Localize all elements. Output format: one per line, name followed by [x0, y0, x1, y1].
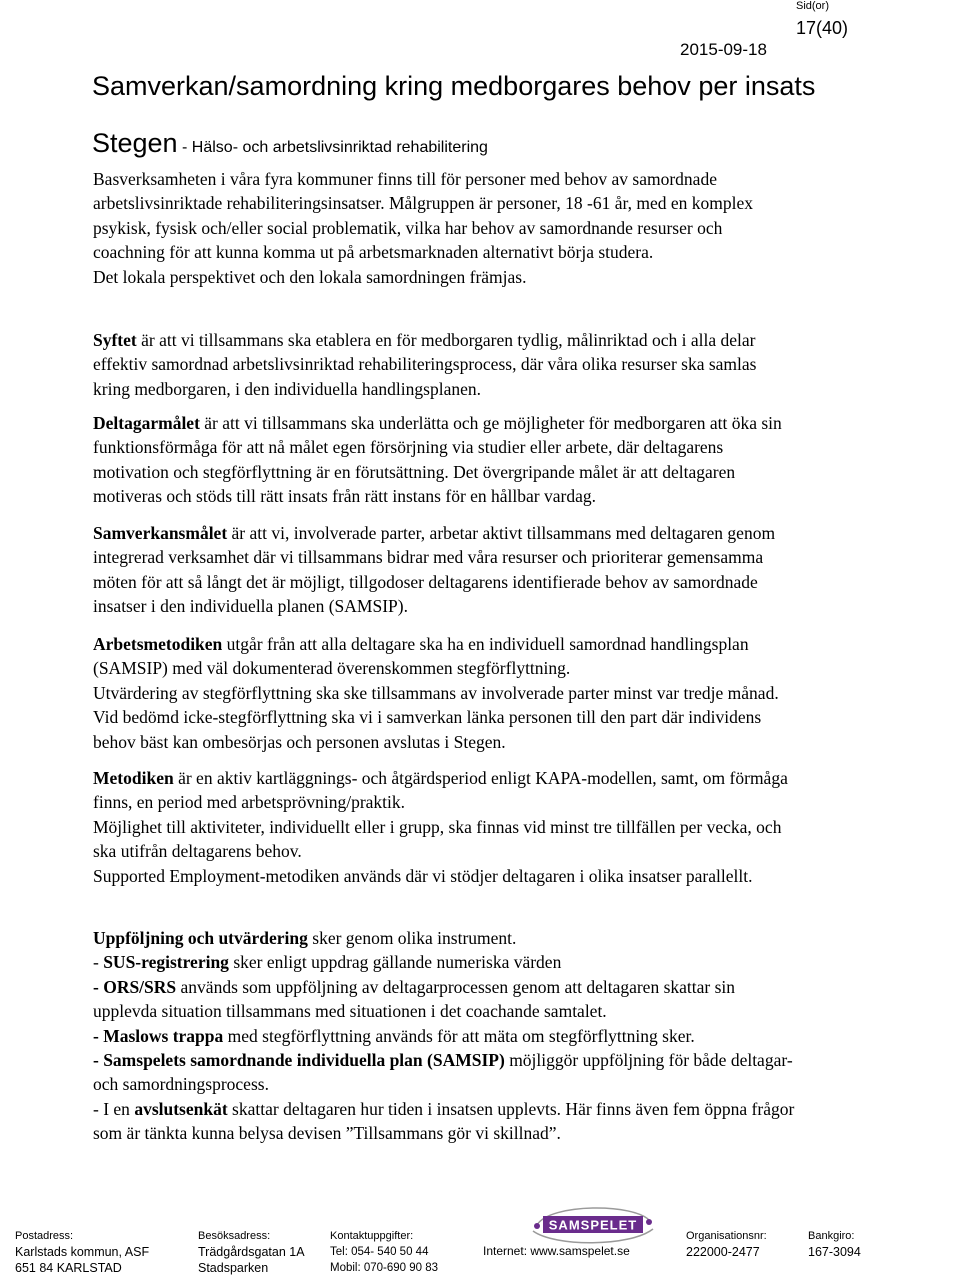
footer-label: Postadress:	[15, 1230, 74, 1242]
footer-besoksadress	[198, 1228, 305, 1276]
text-line: funktionsförmåga för att nå målet egen försörjning via studier eller arbete, där deltagarens	[93, 437, 724, 458]
deltagarmalet-term: Deltagarmålet	[93, 413, 200, 433]
logo-text: SAMSPELET	[548, 1217, 638, 1233]
text-line: behov bäst kan ombesörjas och personen avslutas i Stegen.	[93, 731, 506, 752]
sid-label: Sid(or)	[796, 0, 830, 12]
internet-label: Internet:	[483, 1244, 531, 1258]
footer-orgnr	[686, 1228, 767, 1260]
maslow-term: - Maslows trappa	[93, 1025, 224, 1046]
document-date: 2015-09-18	[680, 40, 767, 59]
text-line: motivation och stegförflyttning är en förutsättning. Det övergripande målet är att deltagaren	[93, 461, 736, 482]
sus-term: SUS-registrering	[103, 952, 229, 973]
list-item	[93, 975, 958, 999]
samverkansmalet-paragraph	[93, 521, 958, 619]
text-line: Möjlighet till aktiviteter, individuellt eller i grupp, ska finnas vid minst tre tillfällen per vecka, och	[93, 816, 782, 837]
section-heading-main: Stegen	[92, 128, 178, 158]
text-line	[93, 411, 958, 435]
text-line: motiveras och stöds till rätt insats från rätt instans för en hållbar vardag.	[93, 486, 596, 507]
text-span: - I en	[93, 1098, 135, 1119]
metodiken-term: Metodiken	[93, 768, 174, 788]
website-link[interactable]: www.samspelet.se	[530, 1244, 630, 1258]
text-span: är att vi tillsammans ska etablera en för medborgaren tydlig, målinriktad och i alla delar	[136, 330, 756, 350]
text-span: används som uppföljning av deltagarprocessen genom att deltagaren skattar sin	[176, 976, 736, 997]
list-item	[93, 1097, 958, 1121]
uppfoljning-term: Uppföljning och utvärdering	[93, 928, 308, 948]
text-line: Det lokala perspektivet och den lokala samordningen främjas.	[93, 266, 527, 287]
text-line: kring medborgaren, i den individuella handlingsplanen.	[93, 378, 481, 399]
footer-value: 651 84 KARLSTAD	[15, 1261, 122, 1275]
section-heading	[92, 128, 488, 159]
footer-value: Stadsparken	[198, 1261, 269, 1275]
text-line: upplevda situation tillsammans med situationen i det coachande samtalet.	[93, 1001, 607, 1022]
footer-internet	[483, 1244, 630, 1258]
metodiken-paragraph	[93, 766, 958, 888]
list-item	[93, 950, 958, 974]
section-heading-sub: - Hälso- och arbetslivsinriktad rehabilitering	[177, 139, 488, 156]
text-line: Utvärdering av stegförflyttning ska ske tillsammans av involverade parter minst var tredje månad.	[93, 682, 779, 703]
text-span: utgår från att alla deltagare ska ha en individuell samordnad handlingsplan	[222, 634, 749, 654]
text-span: skattar deltagaren hur tiden i insatsen upplevts. Här finns även fem öppna frågor	[227, 1098, 795, 1119]
footer-bankgiro	[808, 1228, 861, 1260]
footer-label: Bankgiro:	[808, 1230, 855, 1242]
text-line: arbetslivsinriktade rehabiliteringsinsatser. Målgruppen är personer, 18 -61 år, med en komplex	[93, 193, 754, 214]
text-line: möten för att så långt det är möjligt, tillgodoser deltagarens identifierade behov av samordnade	[93, 571, 758, 592]
text-line: (SAMSIP) med väl dokumenterad överenskommen stegförflyttning.	[93, 658, 571, 679]
text-span: sker genom olika instrument.	[307, 928, 517, 948]
text-line: Supported Employment-metodiken används där vi stödjer deltagaren i olika insatser parallellt.	[93, 865, 753, 886]
text-line: Vid bedömd icke-stegförflyttning ska vi i samverkan länka personen till den part där individens	[93, 707, 762, 728]
text-line: som är tänkta kunna belysa devisen ”Tillsammans gör vi skillnad”.	[93, 1123, 561, 1144]
footer-value: 167-3094	[808, 1245, 861, 1259]
footer-value: Karlstads kommun, ASF	[15, 1245, 150, 1259]
footer-postadress	[15, 1228, 149, 1276]
page-number: 17(40)	[796, 18, 849, 38]
logo-dot	[534, 1223, 540, 1229]
text-span: -	[93, 952, 104, 973]
text-span: med stegförflyttning används för att mäta om stegförflyttning sker.	[223, 1025, 695, 1046]
text-span: är att vi tillsammans ska underlätta och ge möjligheter för medborgaren att öka sin	[199, 413, 782, 433]
text-line: ska utifrån deltagarens behov.	[93, 841, 302, 862]
deltagarmalet-paragraph	[93, 411, 958, 509]
list-item	[93, 1024, 958, 1048]
ors-term: - ORS/SRS	[93, 976, 177, 997]
text-line	[93, 328, 958, 352]
text-line: insatser i den individuella planen (SAMSIP).	[93, 596, 408, 617]
uppfoljning-paragraph	[93, 926, 958, 1146]
text-line: effektiv samordnad arbetslivsinriktad rehabiliteringsprocess, där våra olika resurser ska samlas	[93, 354, 757, 375]
text-line	[93, 766, 958, 790]
samsip-term: - Samspelets samordnande individuella plan (SAMSIP)	[93, 1049, 505, 1070]
text-line: Basverksamheten i våra fyra kommuner finns till för personer med behov av samordnade	[93, 169, 717, 189]
text-line	[93, 632, 958, 656]
footer-label: Organisationsnr:	[686, 1230, 767, 1242]
text-line: coachning för att kunna komma ut på arbetsmarknaden alternativt börja studera.	[93, 242, 654, 263]
syftet-paragraph	[93, 328, 958, 401]
footer-mobile: Mobil: 070-690 90 83	[330, 1262, 439, 1274]
syftet-term: Syftet	[93, 330, 137, 350]
text-span: möjliggör uppföljning för både deltagar-	[504, 1049, 793, 1070]
footer-value: Trädgårdsgatan 1A	[198, 1245, 305, 1259]
text-line: finns, en period med arbetsprövning/praktik.	[93, 792, 406, 813]
footer-value: 222000-2477	[686, 1245, 760, 1259]
text-line: integrerad verksamhet där vi tillsammans bidrar med våra resurser och prioriterar gemensamma	[93, 547, 764, 568]
intro-paragraph	[93, 167, 958, 289]
footer-label: Besöksadress:	[198, 1230, 271, 1242]
text-span: sker enligt uppdrag gällande numeriska värden	[228, 952, 562, 973]
footer-phone: Tel: 054- 540 50 44	[330, 1246, 429, 1258]
footer	[0, 1228, 960, 1274]
text-span: är en aktiv kartläggnings- och åtgärdsperiod enligt KAPA-modellen, samt, om förmåga	[173, 768, 788, 788]
footer-label: Kontaktuppgifter:	[330, 1230, 414, 1242]
footer-kontakt	[330, 1228, 438, 1276]
page-title: Samverkan/samordning kring medborgares behov per insats	[92, 71, 816, 101]
list-item	[93, 1048, 958, 1072]
logo-dot	[646, 1219, 652, 1225]
arbetsmetodiken-paragraph	[93, 632, 958, 754]
text-line: och samordningsprocess.	[93, 1074, 269, 1095]
samspelet-logo	[525, 1205, 660, 1245]
text-line	[93, 521, 958, 545]
text-line: psykisk, fysisk och/eller social problematik, vilka har behov av samordnande resurser och	[93, 217, 723, 238]
avslutsenkat-term: avslutsenkät	[134, 1098, 228, 1119]
samverkansmalet-term: Samverkansmålet	[93, 523, 228, 543]
arbetsmetodiken-term: Arbetsmetodiken	[93, 634, 223, 654]
text-line	[93, 926, 958, 950]
text-span: är att vi, involverade parter, arbetar aktivt tillsammans med deltagaren genom	[227, 523, 776, 543]
